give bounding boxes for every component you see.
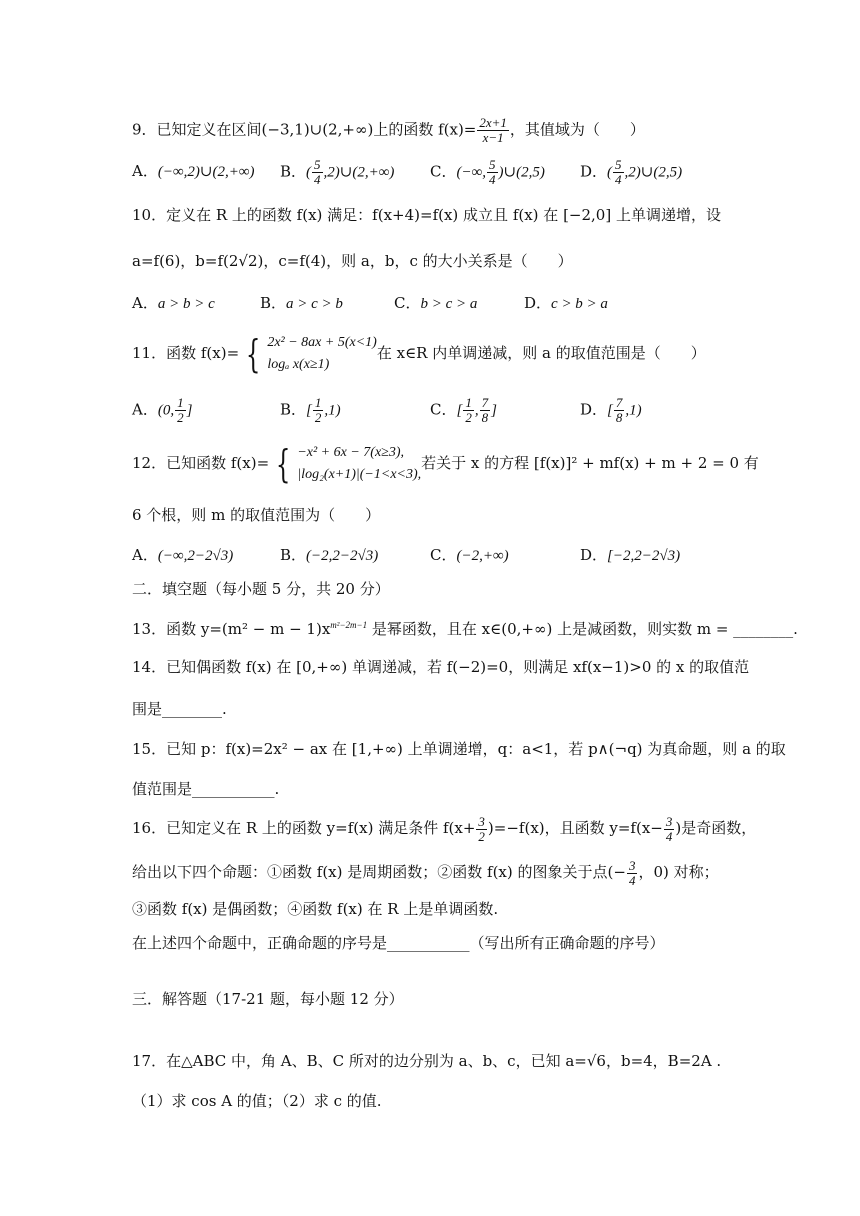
q11-case-1: 2x² − 8ax + 5(x<1)	[267, 335, 377, 350]
question-17-line2: （1）求 cos A 的值；（2）求 c 的值.	[132, 1092, 382, 1110]
q11-brace: {	[245, 332, 261, 376]
q12-choice-b: B．(−2,2−2√3)	[280, 546, 379, 564]
q9-suffix: ，其值域为（ ）	[509, 120, 645, 139]
q9-text: 9．已知定义在区间(−3,1)∪(2,+∞)上的函数 f(x)=	[132, 120, 477, 139]
question-12-line2: 6 个根，则 m 的取值范围为（ ）	[132, 506, 381, 524]
question-14-line1: 14．已知偶函数 f(x) 在 [0,+∞) 单调递减，若 f(−2)=0，则满足 xf(x−1)>0 的 x 的取值范	[132, 658, 750, 676]
q11-suffix: 在 x∈R 内单调递减，则 a 的取值范围是（ ）	[376, 344, 706, 362]
q11-choice-d: D．[ $\frac{7}{8}$ ,1)	[580, 395, 642, 425]
q11-choice-a: A．(0, $\frac{1}{2}$ ]	[132, 395, 193, 425]
q13-prefix: 13．函数 y=(m² − m − 1)x	[132, 620, 331, 638]
q12-prefix: 12．已知函数 f(x)=	[132, 454, 270, 472]
question-10-line2: a=f(6)，b=f(2√2)，c=f(4)，则 a，b，c 的大小关系是（ ）	[132, 252, 573, 270]
question-16-line2: 给出以下四个命题：①函数 f(x) 是周期函数；②函数 f(x) 的图象关于点(− $\frac{3}{4}$ ，0) 对称；	[132, 857, 719, 888]
q12-choices	[132, 542, 732, 568]
section-3-heading: 三．解答题（17-21 题，每小题 12 分）	[132, 990, 404, 1008]
q10-choice-c: C．b > c > a	[394, 294, 478, 312]
q13-suffix: 是幂函数，且在 x∈(0,+∞) 上是减函数，则实数 m = ________.	[367, 620, 798, 638]
q9-choices	[132, 157, 732, 187]
q9-fraction	[477, 116, 509, 145]
q12-choice-a: A．(−∞,2−2√3)	[132, 546, 234, 564]
question-16-line3: ③函数 f(x) 是偶函数；④函数 f(x) 在 R 上是单调函数.	[132, 900, 499, 918]
q10-choice-b: B．a > c > b	[260, 294, 343, 312]
question-12	[132, 440, 759, 486]
question-9	[132, 116, 645, 145]
q11-prefix: 11．函数 f(x)=	[132, 344, 240, 362]
q11-cases	[267, 332, 377, 376]
question-11	[132, 330, 706, 376]
q9-choice-b: B．( $\frac{5}{4}$ ,2)∪(2,+∞)	[280, 157, 395, 187]
question-13	[132, 614, 798, 640]
q11-case-2: logₐ x(x≥1)	[267, 357, 330, 372]
section-2-heading: 二．填空题（每小题 5 分，共 20 分）	[132, 580, 390, 598]
q12-choice-d: D．[−2,2−2√3)	[580, 546, 681, 564]
q11-choices	[132, 395, 732, 425]
q9-frac-num: 2x+1	[479, 115, 507, 130]
q11-choice-b: B．[ $\frac{1}{2}$ ,1)	[280, 395, 341, 425]
q10-choices	[132, 290, 732, 316]
q12-choice-c: C．(−2,+∞)	[430, 546, 509, 564]
question-17-line1: 17．在△ABC 中，角 A、B、C 所对的边分别为 a、b、c，已知 a=√6，b=4，B=2A .	[132, 1052, 722, 1070]
q9-choice-a: A．(−∞,2)∪(2,+∞)	[132, 162, 255, 180]
question-16-line1: 16．已知定义在 R 上的函数 y=f(x) 满足条件 f(x+ $\frac{3}{2}$ )=−f(x)，且函数 y=f(x− $\frac{3}{4}$ )是奇函数，	[132, 813, 757, 844]
q12-case-2: |log₂(x+1)|(−1<x<3),	[297, 467, 422, 482]
q12-case-1: −x² + 6x − 7(x≥3),	[297, 445, 405, 460]
question-15-line1: 15．已知 p：f(x)=2x² − ax 在 [1,+∞) 上单调递增，q：a<1，若 p∧(¬q) 为真命题，则 a 的取	[132, 740, 786, 758]
q12-cases	[297, 442, 421, 486]
question-14-line2: 围是________.	[132, 700, 227, 718]
q13-exponent: m²−2m−1	[330, 620, 368, 630]
q9-choice-d: D．( $\frac{5}{4}$ ,2)∪(2,5)	[580, 157, 683, 187]
q9-frac-den: x−1	[482, 130, 504, 145]
question-16-line4: 在上述四个命题中，正确命题的序号是___________（写出所有正确命题的序号）	[132, 934, 665, 952]
question-15-line2: 值范围是___________.	[132, 780, 280, 798]
q12-suffix: 若关于 x 的方程 [f(x)]² + mf(x) + m + 2 = 0 有	[421, 454, 759, 472]
q12-brace: {	[275, 442, 291, 486]
q11-choice-c: C．[ $\frac{1}{2}$ , $\frac{7}{8}$ ]	[430, 395, 497, 425]
q10-choice-d: D．c > b > a	[524, 294, 608, 312]
q10-choice-a: A．a > b > c	[132, 294, 215, 312]
q9-choice-c: C．(−∞, $\frac{5}{4}$ )∪(2,5)	[430, 157, 545, 187]
question-10-line1: 10．定义在 R 上的函数 f(x) 满足：f(x+4)=f(x) 成立且 f(x) 在 [−2,0] 上单调递增，设	[132, 206, 721, 224]
